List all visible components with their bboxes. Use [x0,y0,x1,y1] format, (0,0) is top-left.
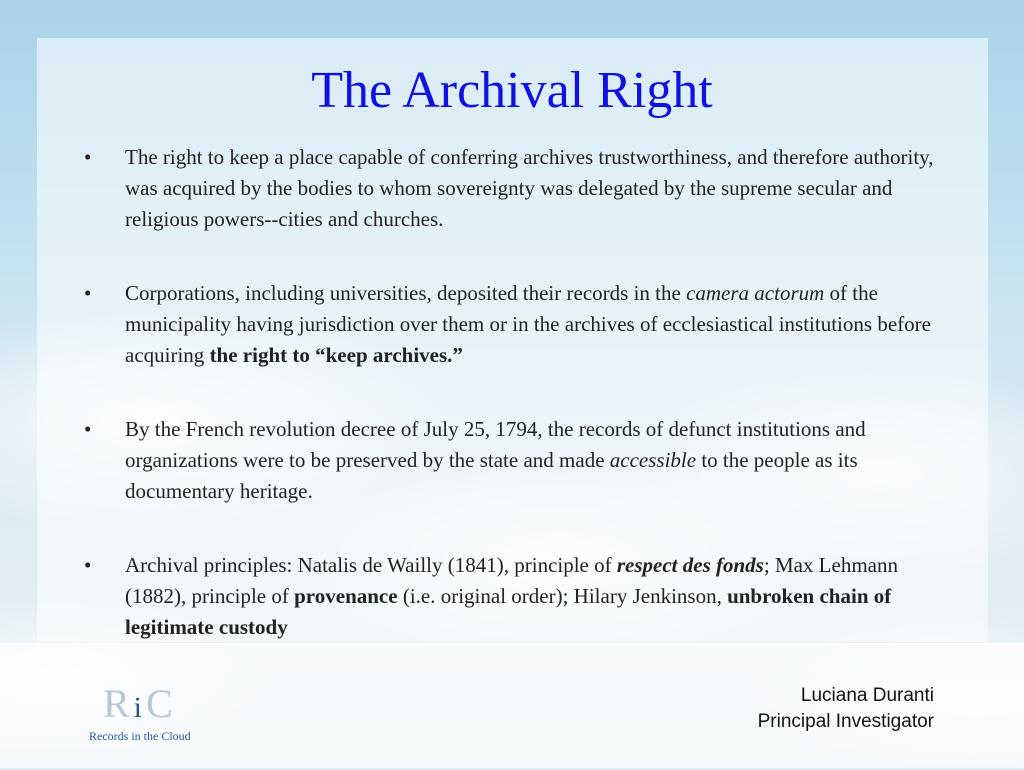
bullet-text: The right to keep a place capable of conferring archives trustworthiness, and therefore authority, was acquired by the bodies to whom sovereignty was delegated by the supreme secular and religious powers--cities and churches. [125,145,934,231]
slide-title: The Archival Right [311,62,713,119]
bullet-dot-icon: • [84,417,92,441]
presenter-role: Principal Investigator [757,711,934,732]
italic-term: accessible [609,448,697,472]
presenter-name: Luciana Duranti [800,685,934,706]
bullet-text: (i.e. original order); Hilary Jenkinson, [397,584,728,608]
bullet-text: Archival principles: Natalis de Wailly (1841), principle of [125,553,617,577]
bullet-item [84,550,954,643]
bullet-text: Corporations, including universities, deposited their records in the [125,281,687,305]
bullet-dot-icon: • [84,145,92,169]
presenter-info [758,683,934,735]
bullet-item [84,278,954,371]
bullet-list [84,142,954,686]
ric-logo [89,681,191,744]
bullet-text: By the French revolution decree of July 25, 1794, the records of defunct institutions and organizations were to be preserved by the state and made [125,417,866,472]
logo-tagline: Records in the Cloud [89,729,191,743]
bold-term: the right to “keep archives.” [209,343,463,367]
bold-term: provenance [294,584,398,608]
bold-italic-term: respect des fonds [616,553,764,577]
bullet-text: of the municipality having jurisdiction over them or in the archives of ecclesiastical institutions before acquiring [125,281,931,367]
bullet-text: ; Max Lehmann (1882), principle of [125,553,898,608]
bold-term: unbroken chain of legitimate custody [125,584,892,639]
bullet-dot-icon: • [84,553,92,577]
bullet-item [84,414,954,507]
bullet-item [84,142,954,235]
italic-term: camera actorum [686,281,825,305]
bullet-text: to the people as its documentary heritage. [125,448,858,503]
logo-mark: RiC [102,681,177,726]
bullet-dot-icon: • [84,281,92,305]
